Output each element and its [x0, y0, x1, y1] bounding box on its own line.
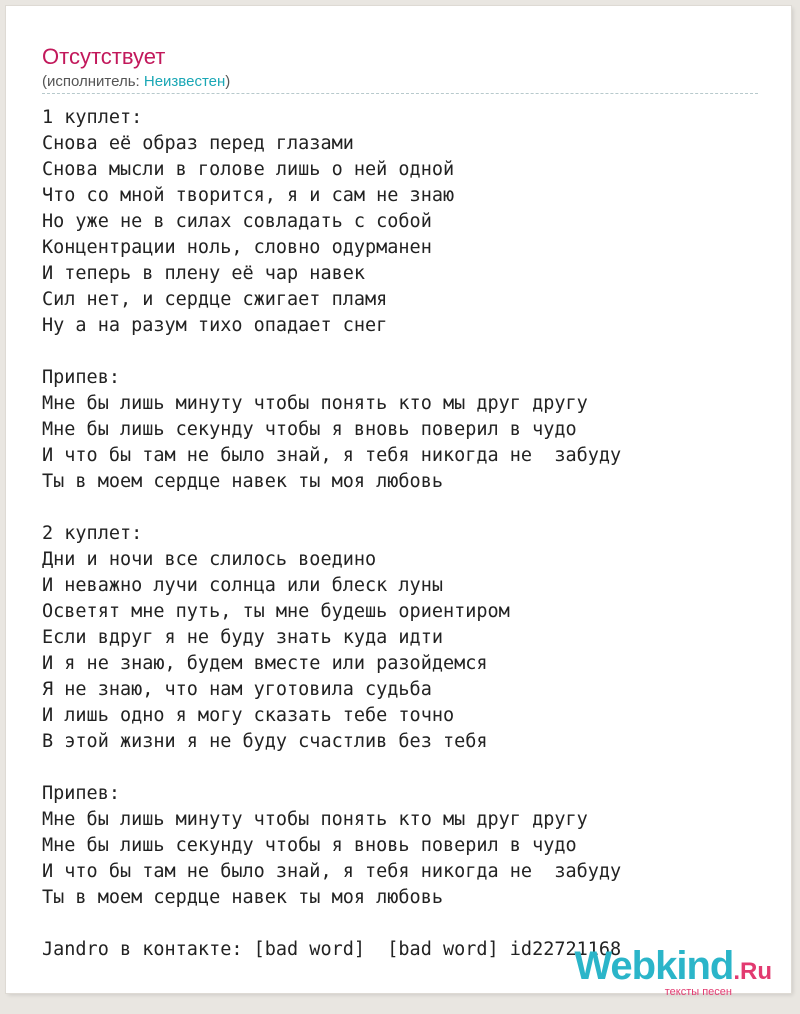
logo-tagline: тексты песен	[664, 986, 732, 998]
song-title: Отсутствует	[42, 44, 166, 69]
artist-suffix: )	[225, 73, 231, 90]
artist-line	[42, 73, 230, 91]
lyrics-text: 1 куплет: Снова её образ перед глазами Снова мысли в голове лишь о ней одной Что со мной творится, я и сам не знаю Но уже не в силах совладать с собой Концентрации ноль, словно одурманен И теперь в плену её чар навек Сил нет, и сердце сжигает пламя Ну а на разум тихо опадает снег Припев: Мне бы лишь минуту чтобы понять кто мы друг другу Мне бы лишь секунду чтобы я вновь поверил в чудо И что бы там не было знай, я тебя никогда не забуду Ты в моем сердце навек ты моя любовь 2 куплет: Дни и ночи все слилось воедино И неважно лучи солнца или блеск луны Осветят мне путь, ты мне будешь ориентиром Если вдруг я не буду знать куда идти И я не знаю, будем вместе или разойдемся Я не знаю, что нам уготовила судьба И лишь одно я могу сказать тебе точно В этой жизни я не буду счастлив без тебя Припев: Мне бы лишь минуту чтобы понять кто мы друг другу Мне бы лишь секунду чтобы я вновь поверил в чудо И что бы там не было знай, я тебя никогда не забуду Ты в моем сердце навек ты моя любовь Jandro в контакте: [bad word] [bad word] id22721168	[42, 107, 622, 960]
dashed-divider	[42, 93, 758, 94]
logo-tld-text: .Ru	[733, 958, 772, 985]
artist-prefix: (исполнитель:	[42, 73, 144, 90]
site-logo[interactable]	[574, 946, 772, 998]
artist-link[interactable]: Неизвестен	[143, 73, 226, 90]
logo-main-text: Webkind	[574, 944, 734, 988]
